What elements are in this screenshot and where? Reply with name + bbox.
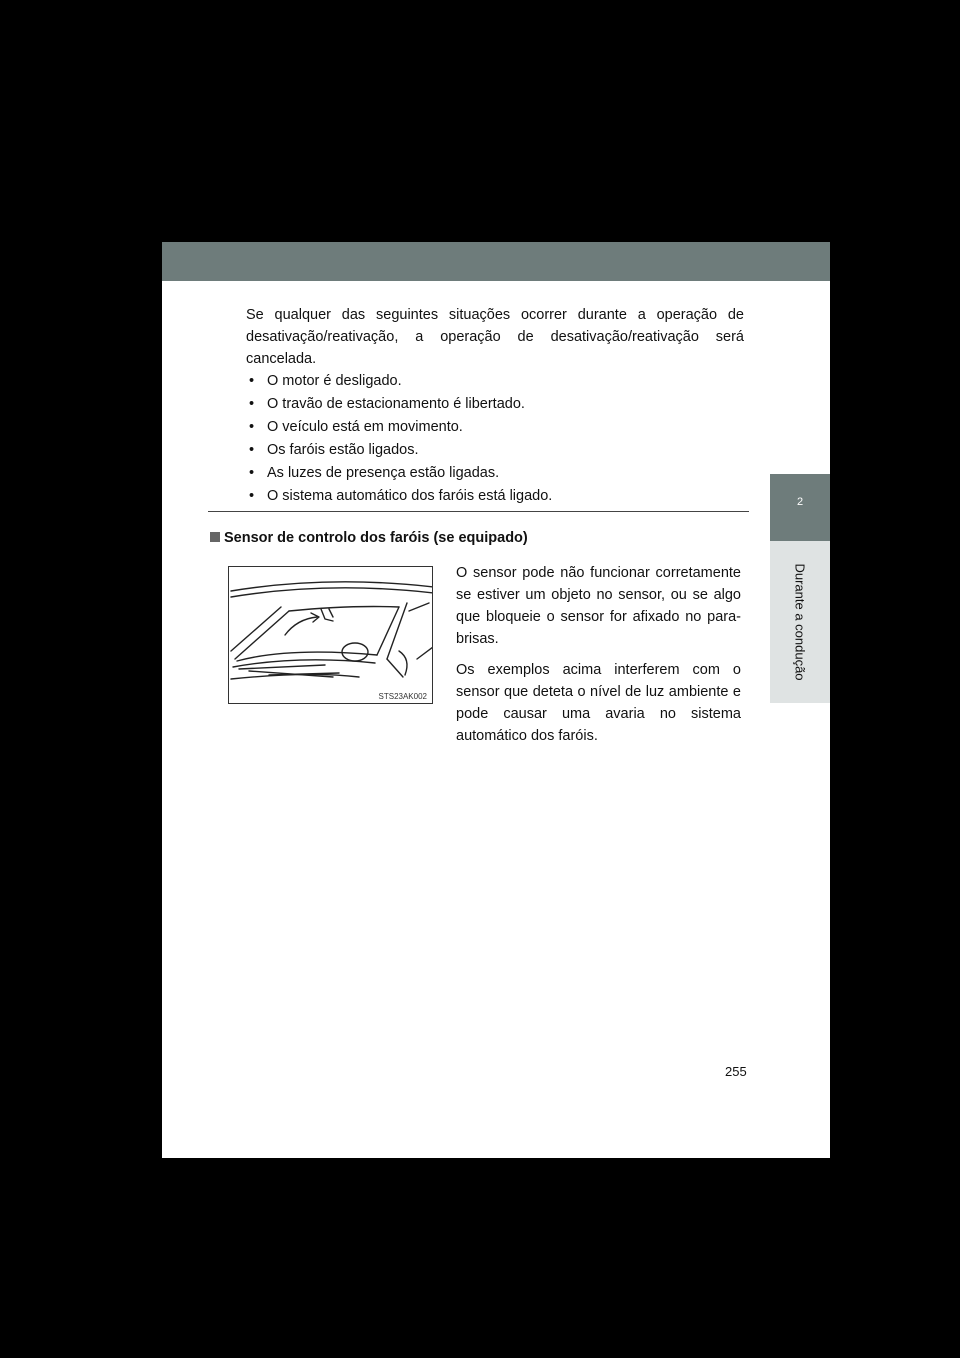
list-item-text: O veículo está em movimento. (267, 419, 463, 435)
intro-paragraph: Se qualquer das seguintes situações ocorrer durante a operação de desativação/reativação, a operação de desativação/reativação será cancelada. (246, 307, 744, 367)
section-divider (208, 511, 749, 512)
bullet-icon: • (249, 488, 255, 504)
bullet-icon: • (249, 465, 255, 481)
list-item-text: O motor é desligado. (267, 373, 402, 389)
section-heading-text: Sensor de controlo dos faróis (se equipado) (224, 530, 528, 546)
bullet-icon: • (249, 419, 255, 435)
bullet-list (246, 370, 744, 508)
bullet-icon: • (249, 442, 255, 458)
paragraph: Os exemplos acima interferem com o sensor que deteta o nível de luz ambiente e pode causar uma avaria no sistema automático dos faróis. (456, 662, 741, 744)
list-item (246, 462, 744, 485)
bullet-icon: • (249, 396, 255, 412)
chapter-label: Durante a condução (792, 563, 808, 681)
list-item-text: O travão de estacionamento é libertado. (267, 396, 525, 412)
list-item (246, 393, 744, 416)
list-item-text: As luzes de presença estão ligadas. (267, 465, 500, 481)
list-item (246, 485, 744, 508)
chapter-label-tab (770, 541, 830, 703)
bullet-icon: • (249, 373, 255, 389)
chapter-number: 2 (796, 496, 804, 508)
header-bar (162, 242, 830, 281)
manual-page (162, 242, 830, 1158)
sensor-description (456, 562, 741, 756)
list-item (246, 370, 744, 393)
list-item (246, 439, 744, 462)
figure-code: STS23AK002 (378, 692, 427, 701)
page-number: 255 (725, 1064, 747, 1079)
windshield-sensor-icon (229, 567, 433, 704)
list-item-text: Os faróis estão ligados. (267, 442, 419, 458)
section-heading (210, 530, 528, 546)
paragraph: O sensor pode não funcionar corretamente se estiver um objeto no sensor, ou se algo que bloqueie o sensor for afixado no para-brisas. (456, 565, 741, 647)
windshield-illustration (228, 566, 433, 704)
list-item-text: O sistema automático dos faróis está ligado. (267, 488, 553, 504)
square-bullet-icon (210, 532, 220, 542)
chapter-tab (770, 474, 830, 541)
list-item (246, 416, 744, 439)
